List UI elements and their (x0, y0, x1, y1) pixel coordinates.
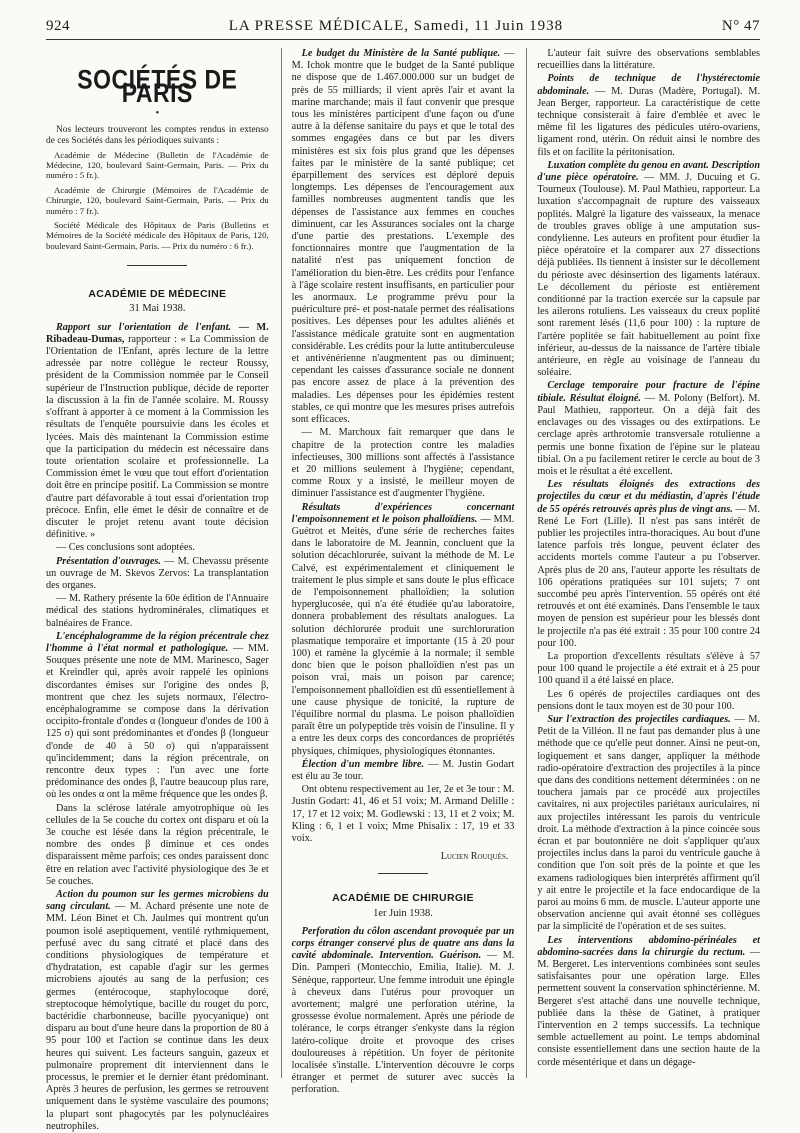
article-paragraph (292, 502, 515, 758)
article-title: Les résultats éloignés des extractions des projectiles du cœur et du médiastin, d'après l'étude de 55 opérés retrouvés après plus de vingt ans. (537, 479, 761, 515)
section-intro (46, 125, 269, 252)
article-paragraph (46, 322, 269, 542)
article-title: Rapport sur l'orientation de l'enfant. (56, 321, 232, 333)
article-title: Les interventions abdomino-périnéales et abdomino-sacrées dans la chirurgie du rectum. (537, 934, 761, 958)
article-paragraph: — Ces conclusions sont adoptées. (56, 542, 195, 554)
article-paragraph (46, 556, 269, 593)
article-paragraph: — M. Marchoux fait remarquer que dans le chapitre de la protection contre les maladies infectieuses, 300 millions sont affectés à l'assistance et 20 millions seulement à l'hygiène; cependant, comme Roux y a insisté, le meilleur moyen de diminuer l'assistance est d'augmenter l'hygiène. (291, 427, 515, 500)
article-paragraph (292, 759, 515, 783)
article-text: — MM. J. Ducuing et G. Tourneux (Toulouse). M. Paul Mathieu, rapporteur. La luxation s'accompagnait de rupture des vaisseaux poplités. Malgré la ligature des vaisseaux, la menace de troubles graves oblige à une amputation sus-condylienne. Les auteurs en profitent pour étudier la pièce opératoire et la comparer aux 27 dissections déjà publiées. Ils tiennent à insister sur le décollement du périoste avec désinsertion des ligaments latéraux. Le décollement du périoste est entièrement conditionné par la traction exercée sur la capsule par les ailerons rotuliens. Les vaisseaux du creux poplité sont rarement lésés (11,6 pour 100) : la rupture de l'artère poplitée se fait habituellement au point fixe inférieur, au-dessus de la naissance de l'artère tibiale antérieure, en règle au voisinage de l'anneau du soléaire. (537, 172, 761, 379)
article-title: Le budget du Ministère de la Santé publique. (301, 48, 501, 59)
article-paragraph: Les 6 opérés de projectiles cardiaques ont des pensions dont le taux moyen est de 30 pour 100. (537, 688, 761, 712)
society-heading: ACADÉMIE DE MÉDECINE (88, 288, 227, 301)
article-text: — M. René Le Fort (Lille). Il n'est pas sans intérêt de publier les projectiles intra-thoraciques. Au bout d'une latence parfois très longue, peuvent éclater des accidents mortels comme l'auteur a pu l'observer. Après plus de 20 ans, l'auteur apporte les résultats de 106 opérations pratiquées sur 101 sujets; 7 ont succombé peu après l'intervention. 55 opérés ont été retrouvés et ont été examinés. Dans l'ensemble le taux moyen de pension est supérieur pour les blessés dont le projectile n'a pas été extrait : 35 pour 100 contre 24 pour 100. (537, 503, 761, 649)
article-text: — M. Achard présente une note de MM. Léon Binet et Ch. Jaulmes qui montrent qu'un poumon isolé aseptiquement, ventilé rythmiquement, perfusé avec du sang citraté et placé dans des conditions physiologiques de température et d'hydratation, est capable d'agir sur les germes microbiens ajoutés au sang de la perfusion; ces germes (entérocoque, staphylocoque doré, streptocoque hémolytique, bacille du rouget du porc, bactéridie charbonneuse, bacille pyocyanique) ont disparu au bout d'une heure dans la proportion de 80 à 95 pour 100 et l'action se continue dans les deux heures qui suivent. Les facteurs sanguin, gazeux et pulmonaire proprement dit interviennent dans le processus, le premier et le dernier étant prédominant. Après 3 heures de perfusion, les germes se retrouvent uniquement dans le système vasculaire des poumons; la plupart sont phagocytés par les polynucléaires neutrophiles. (46, 901, 269, 1132)
society-heading: ACADÉMIE DE CHIRURGIE (332, 892, 474, 905)
article-title: Sur l'extraction des projectiles cardiaques. (547, 713, 731, 725)
session-date: 1er Juin 1938. (373, 907, 433, 919)
journal-title: LA PRESSE MÉDICALE, Samedi, 11 Juin 1938 (228, 18, 564, 34)
article-title: Action du poumon sur les germes microbiens du sang circulant. (46, 889, 269, 913)
article-paragraph: Ont obtenu respectivement au 1er, 2e et 3e tour : M. Justin Godart: 41, 46 et 51 voix; M. Armand Delille : 17, 17 et 12 voix; M. Godlewski : 13, 11 et 2 voix; M. Kling : 6, 1 et 1 voix; Mme Phisalix : 17, 19 et 33 voix. (291, 784, 515, 844)
article-paragraph: L'auteur fait suivre des observations semblables recueillies dans la littérature. (537, 48, 761, 72)
article-text: — MM. Guétrot et Meitès, d'une série de recherches faites dans le laboratoire de M. Jeannin, concluent que la solution décachlorurée, suivant la méthode de M. Le Calvé, est expérimentalement et cliniquement le traitement le plus simple et sans doute le plus efficace de l'empoisonnement phalloïdien; la solution hyperglucosée, qui n'a été étudiée qu'au laboratoire, donnera probablement des résultats analogues. La solution déchlorurée produit une surchloruration plasmatique temporaire et importante (15 à 20 pour 100) et ramène la glycémie à la normale; il semble donc bien que le poison phalloïdien n'est pas un poison vrai, mais un poison par carence; l'empoisonnement phalloïdien est dû essentiellement à une cause physique de tonicité, la rupture de l'équilibre normal du plasma. Le poison phalloïdien paraît être un polypeptide très voisin de l'insuline. Il y a entre les deux corps des concordances de propriétés physiques, chimiques, physiologiques étonnantes. (291, 513, 515, 757)
article-text: — M. Bergeret. Les interventions combinées sont seules satisfaisantes pour une opération large. Elles permettent souvent la conservation sphinctérienne. M. Bergeret s'est attaché dans une nouvelle technique, publiée dans la thèse de Gatinet, à pratiquer l'intervention en 2 temps successifs. La technique semble actuellement au point. Le temps abdominal consiste essentiellement dans une section haute de la corde mésentérique et dans un dégage- (537, 946, 761, 1068)
article-paragraph (292, 48, 515, 426)
article-text: — M. Chevassu présente un ouvrage de M. Skevos Zervos: La transplantation des organes. (46, 555, 269, 591)
separator-dot: • (155, 108, 160, 120)
article-text: — MM. Souques présente une note de MM. Marinesco, Sager et Kreindler qui, après avoir rappelé les opinions discordantes émises sur l'origine des ondes β, montrent que chez les sujets normaux, l'électro-encéphalogramme se compose dans la dérivation occipito-frontale d'ondes α (longueur d'ondes de 100 à 125 σ) qui sont prédominantes et d'ondes β (longueur d'onde de 40 à 50 σ) qui n'apparaissent qu'incidemment; dans la région précentrale, on rencontre deux types : l'un avec une forte prédominance des ondes β, l'autre beaucoup plus rare, où les ondes α ont la même fréquence que les ondes β. (46, 642, 269, 801)
article-text: rapporteur : « La Commission de l'Orientation de l'Enfant, après lecture de la lettre adressée par notre collègue le recteur Roussy, président de la Commission nommée par le Conseil supérieur de l'Instruction publique, décide de reporter la discussion à la fin de l'année scolaire. M. Roussy s'offrant à apporter à ce moment à la Commission les résultats de l'enquête poursuivie dans les écoles et lycées. Mais dès maintenant la Commission estime que la participation du médecin est nécessaire dans toute orientation scolaire et professionnelle. La Commission émet le vœu que tout effort d'orientation doit être en principe positif. La Commission se montre d'autre part défavorable à tout essai d'orientation trop précoce. Enfin, elle émet le désir de connaître et de discuter le projet retenu avant toute décision définitive. » (46, 333, 269, 541)
article-title: Présentation d'ouvrages. (56, 555, 161, 567)
session-date: 31 Mai 1938. (129, 303, 186, 315)
divider (127, 265, 187, 266)
article-text: — M. Ichok montre que le budget de la Santé publique ne dispose que de 1.467.000.000 sur un budget de près de 55 milliards; il vient après l'air et avant la marine marchande; mais il faut convenir que presque tous les ministères participent d'une façon ou d'une autre à la défense sanitaire du pays et que le total des sommes engagées dans ce but par les divers ministères est six fois plus grand que les dépenses faites par le ministère de la santé publique; cet éparpillement des services est déploré depuis longtemps. Les dépenses de l'encouragement aux familles nombreuses augmentent tandis que les dépenses de l'assistance aux femmes en couches diminuent, car les Assurances sociales ont la charge d'une partie des prestations. L'exemple des fonctionnaires montre que l'augmentation de la natalité n'est pas uniquement fonction de l'amélioration du bien-être. Les crédits pour l'enfance à l'âge scolaire restent insuffisants, en particulier pour les anormaux. Le programme prévu pour la puériculture pré- et post-natale permet des réalisations positives. Les dépenses pour les adultes aliénés et l'assistance médicale gratuite sont en augmentation considérable. Les crédits pour la lutte antituberculeuse et antivénérienne n'augmentent pas ou diminuent; cependant les caisses d'assurance sociale ne donnent pas encore assez de place à la prévention des maladies. Les dépenses pour les épidémies restent stables, ce qui montre que les mesures prises autrefois sont efficaces. (291, 48, 515, 426)
article-paragraph (537, 380, 760, 478)
article-paragraph (292, 926, 515, 1097)
article-title: Points de technique de l'hystérectomie abdominale. (537, 73, 761, 97)
article-title: L'encéphalogramme de la région précentrale chez l'homme à l'état normal et pathologique. (46, 630, 269, 654)
article-paragraph (537, 160, 760, 380)
article-text: — M. Duras (Madère, Portugal). M. Jean Berger, rapporteur. La caractéristique de cette technique consisterait à faire d'emblée et avec le même fil les ligatures des pédicules utéro-ovariens, ligament rond, utérin. On réduit ainsi le nombre des fils et on facilite la péritonisation. (537, 85, 761, 158)
article-title: Élection d'un membre libre. (301, 758, 425, 770)
author-name: — M. Ribadeau-Dumas, (46, 321, 269, 345)
article-title: Perforation du côlon ascendant provoquée par un corps étranger conservé plus de quatre ans dans la cavité abdominale. Intervention. Guérison. (291, 925, 515, 962)
article-paragraph (46, 889, 269, 1133)
journal-list (46, 150, 269, 252)
article-title: Cerclage temporaire pour fracture de l'épine tibiale. Résultat éloigné. (537, 380, 761, 404)
article-paragraph: La proportion d'excellents résultats s'élève à 57 pour 100 quand le projectile a été extrait et à 25 pour 100 quand il a été laissé en place. (537, 650, 761, 687)
article-text: — M. Justin Godart est élu au 3e tour. (291, 758, 515, 782)
column-2 (281, 48, 515, 1096)
divider (378, 873, 428, 874)
article-text: — M. Petit de la Villéon. Il ne faut pas demander plus à une méthode que ce qu'elle peut donner. Ainsi ne peut-on, logiquement et sans danger, appliquer la méthode radio-opératoire d'extraction des projectiles à la pince que dans des conditions nettement déterminées : on ne touchera jamais par ce procédé aux projectiles cavitaires, ni aux projectiles pariétaux auriculaires, ni aux projectiles intéressant les parois du ventricule droit. La méthode d'extraction à la pince coincée sous écran et par boutonnière ne doit s'appliquer qu'aux projectiles inclus dans la paroi du ventricule gauche à condition que l'on soit près de la pointe et que les examens radiologiques bien interprétés affirment qu'il y ait entre le projectile et la face endocardique de la paroi au moins 6 mm. de muscle. L'auteur apporte une observation ancienne qui avait étonné ses collègues par la simplicité de l'opération et de ses suites. (537, 713, 761, 933)
column-1 (46, 48, 269, 1132)
columns (46, 48, 761, 1132)
article-paragraph (537, 73, 760, 158)
article-paragraph (46, 631, 269, 802)
journal-entry: Académie de Chirurgie (Mémoires de l'Académie de Chirurgie, 120, boulevard Saint-Germain, Paris. — Prix du numéro : 7 fr.). (46, 184, 269, 216)
article-paragraph: — M. Rathery présente la 60e édition de l'Annuaire médical des stations hydrominérales, climatiques et balnéaires de France. (46, 593, 269, 629)
signature: Lucien Rouquès. (440, 851, 509, 863)
article-text: — M. Polony (Belfort). M. Paul Mathieu, rapporteur. On a déjà fait des enclavages ou des vissages ou des extirpations. Le cerclage après arthrotomie transversale rotulienne a permis une bonne fixation de l'épine sur le plateau tibial. On a pu facilement retirer le cercle au bout de 3 mois et le résultat a été excellent. (537, 392, 761, 477)
article-paragraph (537, 714, 760, 934)
article-title: Résultats d'expériences concernant l'empoisonnement et le poison phalloïdiens. (291, 501, 515, 525)
page-number: 924 (46, 18, 70, 34)
article-paragraph (537, 935, 760, 1069)
running-head (46, 18, 760, 40)
article-text: — M. Din. Pamperi (Montecchio, Emilia, Italie). M. J. Sénèque, rapporteur. Une femme introduit une épingle à cheveux dans l'utérus pour provoquer un avortement; malgré une perforation utérine, la grossesse évolue normalement. Après une période de tolérance, le corps étranger s'enkyste dans la région latéro-colique droite et provoque des crises douloureuses à répétition. Un foyer de péritonite localisée s'installe. L'intervention découvre le corps étranger et permet de suturer avec succès la perforation. (291, 950, 515, 1096)
journal-entry: Académie de Médecine (Bulletin de l'Académie de Médecine, 120, boulevard Saint-Germain, Paris. — Prix du numéro : 5 fr.). (46, 149, 269, 181)
article-title: Luxation complète du genou en avant. Description d'une pièce opératoire. (537, 159, 761, 184)
intro-text: Nos lecteurs trouveront les comptes rendus in extenso de ces Sociétés dans les périodiques suivants : (46, 124, 269, 146)
issue-number: N° 47 (721, 18, 760, 34)
section-title: SOCIÉTÉS DE PARIS (77, 64, 238, 109)
article-paragraph: Dans la sclérose latérale amyotrophique où les cellules de la 5e couche du cortex ont disparu et où la 3e couche est lésée dans la région précentrale, le nombre des ondes β diminue et ces ondes disparaissent même parfois; ces ondes paraissent donc être en relation avec l'activité physiologique des 3e et 5e couches. (46, 802, 269, 887)
column-3 (526, 48, 760, 1078)
journal-entry: Société Médicale des Hôpitaux de Paris (Bulletins et Mémoires de la Société médicale des Hôpitaux de Paris, 120, boulevard Saint-Germain, Paris. — Prix du numéro : 6 fr.). (46, 220, 269, 251)
article-paragraph (537, 479, 760, 650)
